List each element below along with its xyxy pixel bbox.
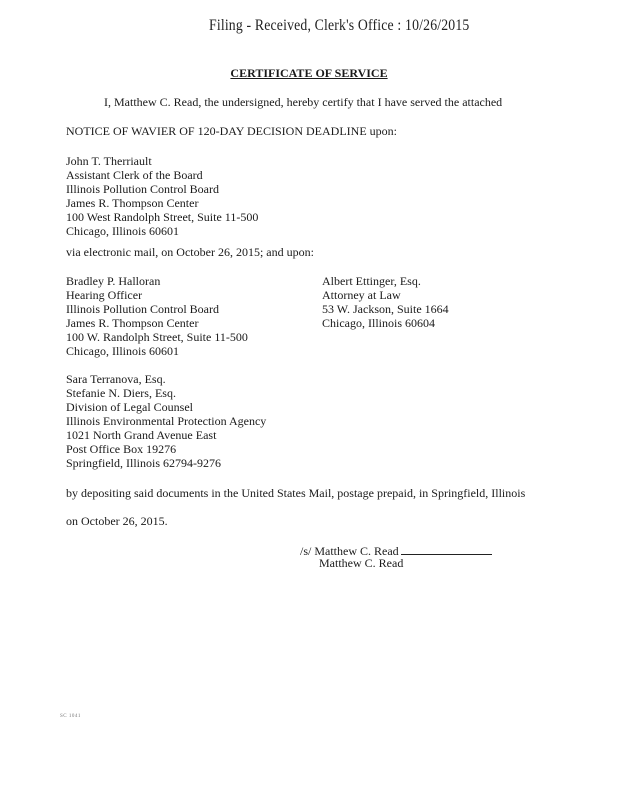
address-line: John T. Therriault bbox=[66, 154, 152, 168]
address-line: Post Office Box 19276 bbox=[66, 442, 177, 456]
address-line: Stefanie N. Diers, Esq. bbox=[66, 386, 176, 400]
address-line: 100 West Randolph Street, Suite 11-500 bbox=[66, 210, 259, 224]
address-line: Division of Legal Counsel bbox=[66, 400, 193, 414]
address-line: Springfield, Illinois 62794-9276 bbox=[66, 456, 221, 470]
recipient-halloran bbox=[66, 274, 248, 358]
address-line: James R. Thompson Center bbox=[66, 316, 199, 330]
notice-line: NOTICE OF WAVIER OF 120-DAY DECISION DEADLINE upon: bbox=[66, 124, 397, 138]
address-line: Illinois Pollution Control Board bbox=[66, 182, 220, 196]
address-line: 100 W. Randolph Street, Suite 11-500 bbox=[66, 330, 248, 344]
address-line: Chicago, Illinois 60601 bbox=[66, 224, 179, 238]
address-line: Chicago, Illinois 60601 bbox=[66, 344, 179, 358]
address-line: Bradley P. Halloran bbox=[66, 274, 161, 288]
address-line: Illinois Environmental Protection Agency bbox=[66, 414, 267, 428]
address-line: Chicago, Illinois 60604 bbox=[322, 316, 435, 330]
intro-paragraph: I, Matthew C. Read, the undersigned, hereby certify that I have served the attached bbox=[104, 95, 503, 109]
recipient-ettinger bbox=[322, 274, 449, 330]
address-line: Sara Terranova, Esq. bbox=[66, 372, 166, 386]
address-line: Albert Ettinger, Esq. bbox=[322, 274, 421, 288]
date-line: on October 26, 2015. bbox=[66, 514, 168, 528]
electronic-signature: /s/ Matthew C. Read bbox=[300, 544, 399, 558]
address-line: 1021 North Grand Avenue East bbox=[66, 428, 217, 442]
address-line: Hearing Officer bbox=[66, 288, 143, 302]
certificate-title: CERTIFICATE OF SERVICE bbox=[230, 66, 388, 80]
address-line: Attorney at Law bbox=[322, 288, 401, 302]
address-line: James R. Thompson Center bbox=[66, 196, 199, 210]
filing-stamp: Filing - Received, Clerk's Office : 10/26/2015 bbox=[209, 17, 470, 34]
via-line: via electronic mail, on October 26, 2015; and upon: bbox=[66, 245, 314, 259]
address-line: Illinois Pollution Control Board bbox=[66, 302, 220, 316]
recipient-iepa bbox=[66, 372, 266, 470]
address-line: Assistant Clerk of the Board bbox=[66, 168, 203, 182]
mail-line: by depositing said documents in the United States Mail, postage prepaid, in Springfield, Illinois bbox=[66, 486, 526, 500]
recipient-therriault bbox=[66, 154, 258, 238]
footer-code: SC 1041 bbox=[60, 714, 81, 719]
address-line: 53 W. Jackson, Suite 1664 bbox=[322, 302, 449, 316]
printed-name: Matthew C. Read bbox=[319, 556, 404, 570]
signature-underline bbox=[401, 543, 492, 555]
